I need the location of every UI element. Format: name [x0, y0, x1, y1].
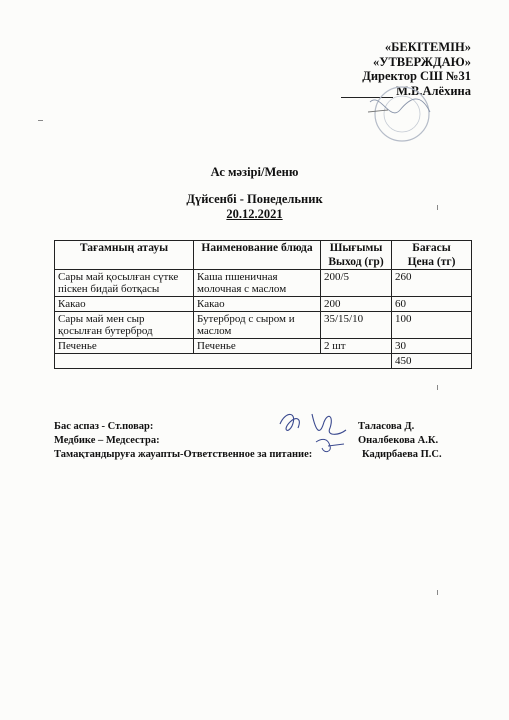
header-output-ru: Выход (гр) [321, 255, 392, 270]
approval-line-kz: «БЕКІТЕМІН» [384, 40, 471, 54]
scan-mark [437, 205, 438, 210]
menu-title: Ас мәзірі/Меню [210, 165, 299, 179]
menu-date: 20.12.2021 [226, 207, 283, 221]
cell-price: 60 [392, 297, 472, 312]
total-price: 450 [392, 354, 472, 369]
table-total-row [55, 354, 472, 369]
table-row [55, 270, 472, 297]
header-name-ru: Наименование блюда [194, 241, 321, 270]
staff-role-responsible: Тамақтандыруға жауапты-Ответственное за питание: [54, 449, 313, 460]
cell-output: 2 шт [321, 339, 392, 354]
staff-role-cook: Бас аспаз - Ст.повар: [54, 421, 154, 432]
total-label-cell [55, 354, 392, 369]
cell-output: 200 [321, 297, 392, 312]
cell-price: 260 [392, 270, 472, 297]
table-row [55, 297, 472, 312]
approval-line-ru: «УТВЕРЖДАЮ» [373, 54, 471, 69]
menu-table [54, 240, 472, 369]
stamp-icon [360, 82, 440, 144]
staff-name-cook: Таласова Д. [358, 421, 415, 432]
cell-name-kz: Какао [55, 297, 194, 312]
table-row [55, 312, 472, 339]
scan-mark [38, 120, 43, 121]
table-header-row [55, 241, 472, 256]
scan-mark [437, 385, 438, 390]
cell-price: 100 [392, 312, 472, 339]
cell-name-ru: Печенье [194, 339, 321, 354]
staff-name-nurse: Оналбекова А.К. [358, 435, 439, 446]
cell-name-kz: Сары май қосылған сүтке піскен бидай ботқасы [55, 270, 194, 297]
cell-name-ru: Бутерброд с сыром и маслом [194, 312, 321, 339]
staff-name-responsible: Кадирбаева П.С. [362, 449, 442, 460]
cell-name-kz: Печенье [55, 339, 194, 354]
approval-director: Директор СШ №31 [362, 69, 471, 83]
signatures-icon [272, 402, 362, 462]
cell-output: 200/5 [321, 270, 392, 297]
cell-name-ru: Каша пшеничная молочная с маслом [194, 270, 321, 297]
cell-name-kz: Сары май мен сыр қосылған бутерброд [55, 312, 194, 339]
header-output-kz: Шығымы [321, 241, 392, 256]
menu-day: Дүйсенбі - Понедельник [186, 192, 323, 206]
table-row [55, 339, 472, 354]
header-name-kz: Тағамның атауы [55, 241, 194, 270]
header-price-kz: Бағасы [392, 241, 472, 256]
cell-price: 30 [392, 339, 472, 354]
scan-mark [437, 590, 438, 595]
director-name: М.В.Алёхина [396, 83, 471, 98]
cell-output: 35/15/10 [321, 312, 392, 339]
staff-role-nurse: Медбике – Медсестра: [54, 435, 160, 446]
cell-name-ru: Какао [194, 297, 321, 312]
header-price-ru: Цена (тг) [392, 255, 472, 270]
